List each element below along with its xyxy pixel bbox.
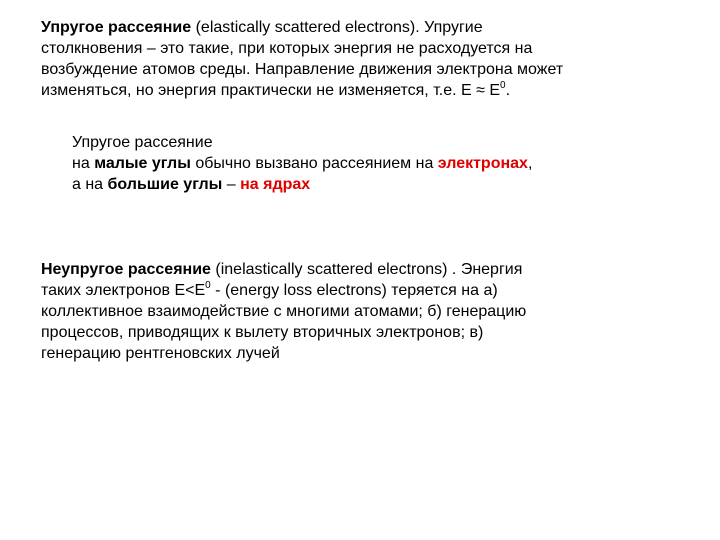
p2-line-2-b: обычно вызвано рассеянием на bbox=[190, 155, 438, 172]
p2-line-1: Упругое рассеяние bbox=[72, 134, 213, 151]
p1-line-3: возбуждение атомов среды. Направление движения электрона может bbox=[41, 61, 564, 78]
small-angles-term: малые углы bbox=[94, 155, 191, 172]
p3-line-2-b: - (energy loss electrons) теряется на а) bbox=[210, 282, 498, 299]
p2-line-3-a: а на bbox=[72, 176, 108, 193]
p2-line-2 bbox=[72, 153, 672, 174]
inelastic-scattering-term: Неупругое рассеяние bbox=[41, 261, 211, 278]
elastic-scattering-paragraph bbox=[41, 17, 681, 101]
electrons-highlight: электронах bbox=[437, 155, 528, 172]
large-angles-term: большие углы bbox=[107, 176, 223, 193]
p1-line-4-text: изменяться, но энергия практически не изменяется, т.е. Е ≈ Е bbox=[41, 82, 500, 99]
inelastic-scattering-paragraph bbox=[41, 259, 681, 364]
p3-line-1 bbox=[41, 259, 681, 280]
p3-line-5: генерацию рентгеновских лучей bbox=[41, 345, 280, 362]
p2-line-3-b: – bbox=[222, 176, 241, 193]
p3-line-4: процессов, приводящих к вылету вторичных электронов; в) bbox=[41, 324, 484, 341]
p1-line-4-end: . bbox=[505, 82, 511, 99]
p2-line-2-a: на bbox=[72, 155, 95, 172]
p1-line-2: столкновения – это такие, при которых энергия не расходуется на bbox=[41, 40, 533, 57]
p2-line-3 bbox=[72, 174, 672, 195]
p3-line-2-a: таких электронов Е<Е bbox=[41, 282, 206, 299]
p1-line-1 bbox=[41, 17, 681, 38]
elastic-scattering-term: Упругое рассеяние bbox=[41, 19, 192, 36]
p3-line-1-rest: (inelastically scattered electrons) . Энергия bbox=[210, 261, 523, 278]
p1-superscript-zero: 0 bbox=[500, 79, 506, 91]
p1-line-4 bbox=[41, 80, 681, 101]
p2-line-2-c: , bbox=[527, 155, 533, 172]
p1-line-1-rest: (elastically scattered electrons). Упругие bbox=[191, 19, 483, 36]
p3-superscript-zero: 0 bbox=[205, 279, 211, 291]
p3-line-3: коллективное взаимодействие с многими атомами; б) генерацию bbox=[41, 303, 527, 320]
p3-line-2 bbox=[41, 280, 681, 301]
nuclei-highlight: на ядрах bbox=[240, 176, 311, 193]
scattering-angles-paragraph bbox=[72, 132, 672, 195]
